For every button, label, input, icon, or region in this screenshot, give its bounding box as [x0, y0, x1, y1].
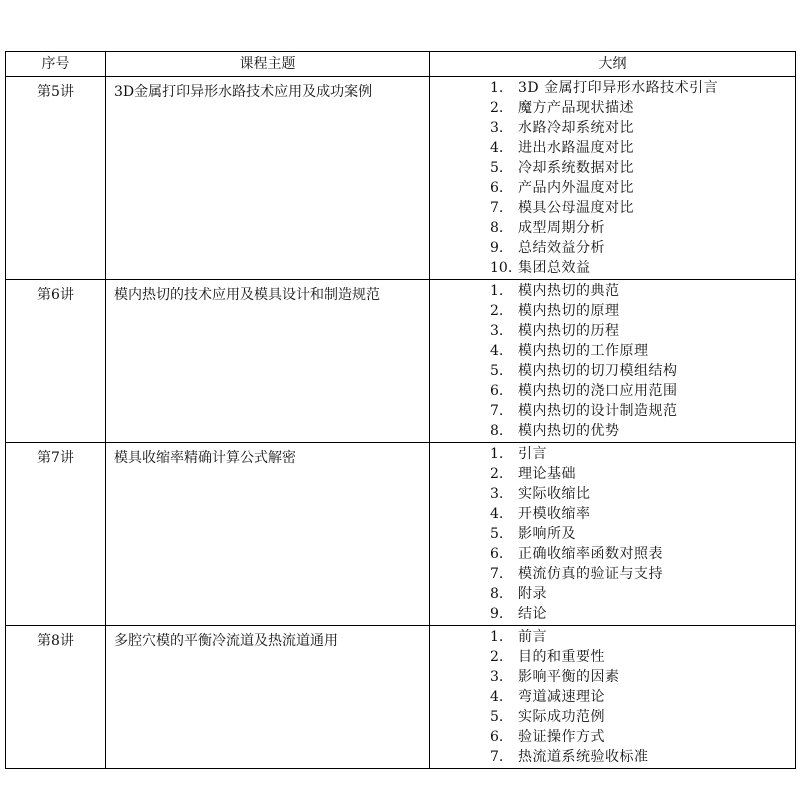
outline-item: [490, 627, 795, 647]
outline-item: [490, 178, 795, 198]
outline-item-number: 9.: [490, 606, 504, 622]
outline-item-text: 模内热切的切刀模组结构: [518, 363, 678, 379]
outline-item-number: 6.: [490, 546, 504, 562]
outline-item-number: 5.: [490, 363, 504, 379]
outline-item-text: 实际收缩比: [518, 486, 591, 502]
outline-item-text: 魔方产品现状描述: [518, 100, 634, 116]
outline-item-number: 10.: [490, 260, 513, 276]
outline-item: [490, 687, 795, 707]
outline-item: [490, 401, 795, 421]
outline-item: [490, 727, 795, 747]
outline-item-text: 水路冷却系统对比: [518, 120, 634, 136]
outline-item-text: 模内热切的优势: [518, 423, 620, 439]
outline-item-number: 9.: [490, 240, 504, 256]
header-outline: 大纲: [430, 52, 796, 77]
outline-item-number: 6.: [490, 729, 504, 745]
outline-item: [490, 464, 795, 484]
outline-item: [490, 258, 795, 278]
outline-item-number: 1.: [490, 80, 504, 96]
outline-item-number: 3.: [490, 486, 504, 502]
outline-item-text: 集团总效益: [518, 260, 591, 276]
outline-item: [490, 98, 795, 118]
outline-cell: [430, 77, 796, 280]
outline-item-text: 进出水路温度对比: [518, 140, 634, 156]
outline-item-text: 理论基础: [518, 466, 576, 482]
outline-item-text: 产品内外温度对比: [518, 180, 634, 196]
outline-item-number: 4.: [490, 506, 504, 522]
outline-item-number: 4.: [490, 343, 504, 359]
table-row: [6, 280, 796, 443]
outline-item-text: 热流道系统验收标准: [518, 749, 649, 765]
outline-item: [490, 341, 795, 361]
outline-item-number: 1.: [490, 283, 504, 299]
outline-item-number: 7.: [490, 566, 504, 582]
outline-item-text: 目的和重要性: [518, 649, 605, 665]
lecture-number: 第8讲: [6, 626, 106, 769]
outline-item-text: 模内热切的原理: [518, 303, 620, 319]
outline-item-text: 模内热切的浇口应用范围: [518, 383, 678, 399]
outline-item: [490, 138, 795, 158]
table-body: [6, 77, 796, 769]
lecture-number: 第7讲: [6, 443, 106, 626]
outline-item-text: 前言: [518, 629, 547, 645]
outline-item-number: 4.: [490, 140, 504, 156]
outline-item-number: 7.: [490, 200, 504, 216]
outline-item: [490, 281, 795, 301]
table-row: [6, 626, 796, 769]
course-topic: 模具收缩率精确计算公式解密: [106, 443, 430, 626]
outline-item-text: 验证操作方式: [518, 729, 605, 745]
outline-item-text: 成型周期分析: [518, 220, 605, 236]
outline-item: [490, 301, 795, 321]
outline-list: [430, 444, 795, 624]
outline-item-number: 7.: [490, 403, 504, 419]
table-row: [6, 77, 796, 280]
outline-item-text: 引言: [518, 446, 547, 462]
outline-item-text: 影响平衡的因素: [518, 669, 620, 685]
outline-item: [490, 524, 795, 544]
lecture-number: 第5讲: [6, 77, 106, 280]
outline-cell: [430, 280, 796, 443]
outline-item: [490, 118, 795, 138]
outline-list: [430, 78, 795, 278]
outline-item-text: 模具公母温度对比: [518, 200, 634, 216]
header-topic: 课程主题: [106, 52, 430, 77]
outline-item-text: 模内热切的设计制造规范: [518, 403, 678, 419]
outline-item: [490, 421, 795, 441]
outline-item-number: 8.: [490, 586, 504, 602]
outline-cell: [430, 443, 796, 626]
outline-item-number: 2.: [490, 649, 504, 665]
outline-item-number: 1.: [490, 629, 504, 645]
outline-item: [490, 198, 795, 218]
course-topic: 多腔穴模的平衡冷流道及热流道通用: [106, 626, 430, 769]
outline-item: [490, 647, 795, 667]
outline-item-number: 6.: [490, 180, 504, 196]
outline-item-number: 4.: [490, 689, 504, 705]
table-row: [6, 443, 796, 626]
outline-item: [490, 361, 795, 381]
lecture-number: 第6讲: [6, 280, 106, 443]
outline-cell: [430, 626, 796, 769]
header-row: [6, 52, 796, 77]
outline-item-text: 正确收缩率函数对照表: [518, 546, 663, 562]
outline-item-number: 1.: [490, 446, 504, 462]
outline-item: [490, 504, 795, 524]
header-index: 序号: [6, 52, 106, 77]
outline-item: [490, 78, 795, 98]
outline-item-text: 3D 金属打印异形水路技术引言: [518, 80, 719, 96]
outline-item-number: 8.: [490, 423, 504, 439]
outline-item-number: 3.: [490, 120, 504, 136]
outline-item-number: 7.: [490, 749, 504, 765]
outline-item-number: 6.: [490, 383, 504, 399]
outline-item: [490, 238, 795, 258]
outline-item: [490, 484, 795, 504]
outline-item-text: 结论: [518, 606, 547, 622]
outline-item-text: 模内热切的典范: [518, 283, 620, 299]
outline-item-text: 实际成功范例: [518, 709, 605, 725]
outline-item-number: 2.: [490, 466, 504, 482]
outline-item-number: 3.: [490, 669, 504, 685]
outline-list: [430, 627, 795, 767]
outline-item: [490, 707, 795, 727]
outline-item-text: 冷却系统数据对比: [518, 160, 634, 176]
outline-item: [490, 321, 795, 341]
outline-item: [490, 544, 795, 564]
outline-item-number: 5.: [490, 526, 504, 542]
course-topic: 模内热切的技术应用及模具设计和制造规范: [106, 280, 430, 443]
outline-item: [490, 158, 795, 178]
outline-item: [490, 218, 795, 238]
outline-list: [430, 281, 795, 441]
outline-item-text: 开模收缩率: [518, 506, 591, 522]
outline-item-number: 2.: [490, 303, 504, 319]
outline-item-text: 弯道减速理论: [518, 689, 605, 705]
outline-item-text: 附录: [518, 586, 547, 602]
outline-item: [490, 444, 795, 464]
course-table-wrapper: [5, 51, 795, 769]
outline-item-text: 模内热切的历程: [518, 323, 620, 339]
outline-item: [490, 564, 795, 584]
course-topic: 3D金属打印异形水路技术应用及成功案例: [106, 77, 430, 280]
outline-item-text: 总结效益分析: [518, 240, 605, 256]
outline-item: [490, 667, 795, 687]
outline-item-text: 模流仿真的验证与支持: [518, 566, 663, 582]
outline-item: [490, 747, 795, 767]
outline-item-number: 5.: [490, 709, 504, 725]
outline-item-number: 3.: [490, 323, 504, 339]
outline-item: [490, 604, 795, 624]
outline-item: [490, 584, 795, 604]
outline-item-number: 2.: [490, 100, 504, 116]
outline-item-number: 8.: [490, 220, 504, 236]
outline-item-text: 影响所及: [518, 526, 576, 542]
outline-item-text: 模内热切的工作原理: [518, 343, 649, 359]
outline-item-number: 5.: [490, 160, 504, 176]
outline-item: [490, 381, 795, 401]
course-outline-table: [5, 51, 796, 769]
